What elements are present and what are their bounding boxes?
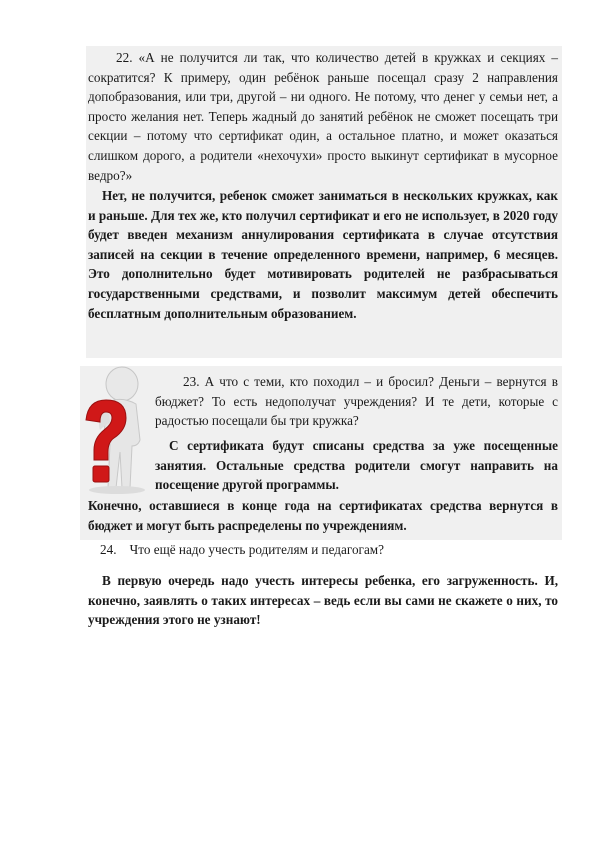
answer-22 (88, 186, 558, 323)
question-24-number: 24. (100, 542, 117, 557)
question-22-number: 22. (116, 50, 133, 65)
answer-22-text: Нет, не получится, ребенок сможет заниматься в нескольких кружках, как и раньше. Для тех же, кто получил сертификат и его не использует, в 2020 году будет введен механизм аннулирования сертификата в случае отсутствия записей на секции в течение определенного времени, например, 6 месяцев. Это дополнительно будет мотивировать родителей не разбрасываться государственными средствами, и позволит максимум детей обеспечить бесплатным дополнительным образованием. (88, 188, 558, 321)
question-23-text: А что с теми, кто походил – и бросил? Деньги – вернутся в бюджет? То есть недополучат учреждения? И те дети, которые с радостью посещали бы три кружка? (155, 374, 558, 429)
answer-23-text-top: С сертификата будут списаны средства за уже посещенные занятия. Остальные средства родители смогут направить на посещение другой программы. (155, 438, 558, 493)
question-24-text: Что ещё надо учесть родителям и педагогам? (129, 542, 384, 557)
answer-23-part-1 (155, 436, 558, 495)
question-22 (88, 48, 558, 185)
question-mark-figure-icon (82, 360, 152, 496)
answer-24-text: В первую очередь надо учесть интересы ребенка, его загруженность. И, конечно, заявлять о таких интересах – ведь если вы сами не скажете о них, то учреждения этого не узнают! (88, 573, 558, 628)
question-23 (155, 372, 558, 431)
question-24 (100, 540, 560, 560)
question-22-text: «А не получится ли так, что количество детей в кружках и секциях – сократится? К примеру, один ребёнок раньше посещал сразу 2 направления допобразования, или три, другой – ни одного. Не потому, что денег у семьи нет, а просто желания нет. Теперь жадный до занятий ребёнок не сможет посещать три секции – потому что сертификат один, а остальное платно, и может оказаться слишком дорого, а родители «нехочухи» просто выкинут сертификат в мусорное ведро?» (88, 50, 559, 183)
answer-23-text-bottom: Конечно, оставшиеся в конце года на сертификатах средства вернутся в бюджет и могут быть распределены по учреждениям. (88, 498, 558, 533)
answer-23-part-2 (88, 496, 558, 535)
answer-24 (88, 571, 558, 630)
question-23-number: 23. (183, 374, 200, 389)
